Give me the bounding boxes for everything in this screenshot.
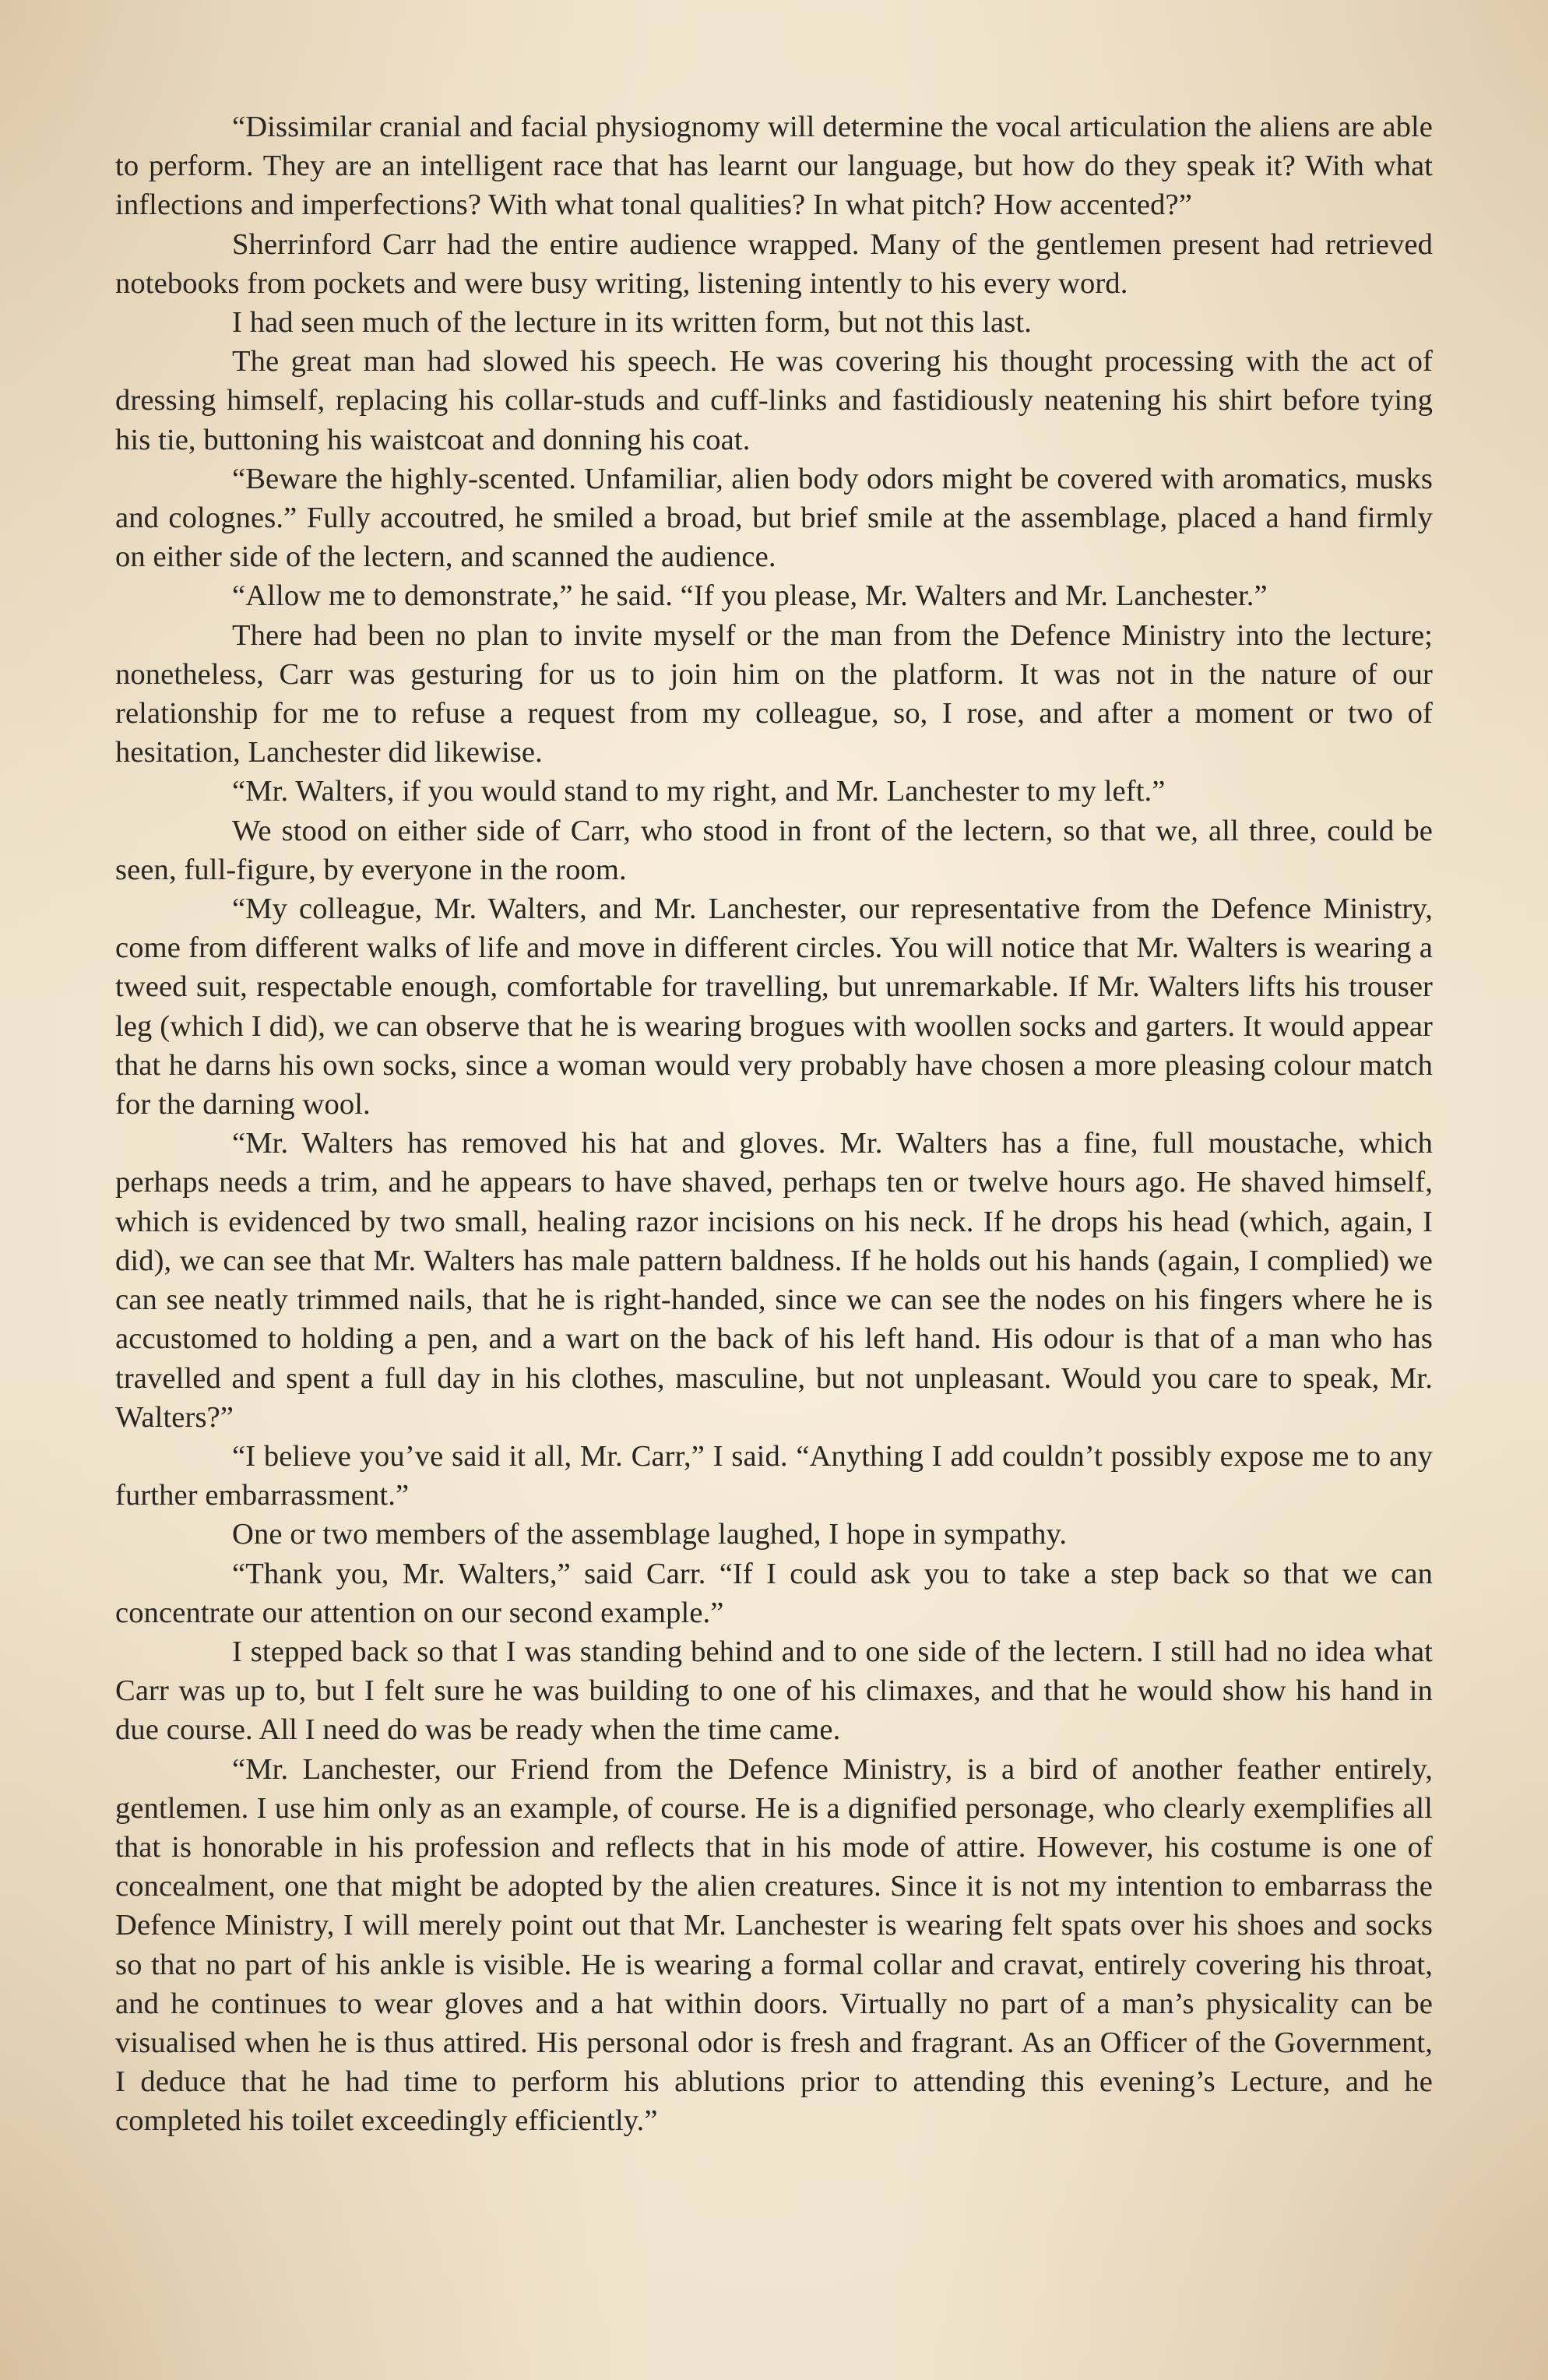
paragraph: “Mr. Walters, if you would stand to my right, and Mr. Lanchester to my left.”: [232, 775, 1166, 808]
paragraph: “Beware the highly-scented. Unfamiliar, alien body odors might be covered with aromatics, musks and colognes.” Fully accoutred, he smiled a broad, but brief smile at the assemblage, placed a hand firmly on either side of the lectern, and scanned the audience.: [115, 462, 1433, 574]
paragraph: I stepped back so that I was standing behind and to one side of the lectern. I still had no idea what Carr was up to, but I felt sure he was building to one of his climaxes, and that he would show his hand in due course. All I need do was be ready when the time came.: [115, 1635, 1433, 1747]
paragraph: “Thank you, Mr. Walters,” said Carr. “If I could ask you to take a step back so that we can concentrate our attention on our second example.”: [115, 1557, 1433, 1629]
paragraph: The great man had slowed his speech. He was covering his thought processing with the act of dressing himself, replacing his collar-studs and cuff-links and fastidiously neatening his shirt before tying his tie, buttoning his waistcoat and donning his coat.: [115, 345, 1433, 456]
paragraph: We stood on either side of Carr, who stood in front of the lectern, so that we, all three, could be seen, full-figure, by everyone in the room.: [115, 814, 1433, 886]
paragraph: There had been no plan to invite myself or the man from the Defence Ministry into the lecture; nonetheless, Carr was gesturing for us to join him on the platform. It was not in the nature of our relationship for me to refuse a request from my colleague, so, I rose, and after a moment or two of hesitation, Lanchester did likewise.: [115, 618, 1433, 769]
paragraph: “Dissimilar cranial and facial physiognomy will determine the vocal articulation the aliens are able to perform. They are an intelligent race that has learnt our language, but how do they speak it? With what inflections and imperfections? With what tonal qualities? In what pitch? How accented?”: [115, 111, 1433, 222]
paragraph: I had seen much of the lecture in its written form, but not this last.: [232, 306, 1032, 340]
paragraph: “I believe you’ve said it all, Mr. Carr,” I said. “Anything I add couldn’t possibly expose me to any further embarrassment.”: [115, 1439, 1433, 1512]
paragraph: “Allow me to demonstrate,” he said. “If you please, Mr. Walters and Mr. Lanchester.”: [232, 579, 1268, 613]
story-text: [115, 107, 1433, 2141]
paragraph: “Mr. Walters has removed his hat and gloves. Mr. Walters has a fine, full moustache, which perhaps needs a trim, and he appears to have shaved, perhaps ten or twelve hours ago. He shaved himself, which is evidenced by two small, healing razor incisions on his neck. If he drops his head (which, again, I did), we can see that Mr. Walters has male pattern baldness. If he holds out his hands (again, I complied) we can see neatly trimmed nails, that he is right-handed, since we can see the nodes on his fingers where he is accustomed to holding a pen, and a wart on the back of his left hand. His odour is that of a man who has travelled and spent a full day in his clothes, masculine, but not unpleasant. Would you care to speak, Mr. Walters?”: [115, 1127, 1433, 1434]
paragraph: “My colleague, Mr. Walters, and Mr. Lanchester, our representative from the Defence Ministry, come from different walks of life and move in different circles. You will notice that Mr. Walters is wearing a tweed suit, respectable enough, comfortable for travelling, but unremarkable. If Mr. Walters lifts his trouser leg (which I did), we can observe that he is wearing brogues with woollen socks and garters. It would appear that he darns his own socks, since a woman would very probably have chosen a more pleasing colour match for the darning wool.: [115, 892, 1433, 1121]
paragraph: “Mr. Lanchester, our Friend from the Defence Ministry, is a bird of another feather entirely, gentlemen. I use him only as an example, of course. He is a dignified personage, who clearly exemplifies all that is honorable in his profession and reflects that in his mode of attire. However, his costume is one of concealment, one that might be adopted by the alien creatures. Since it is not my intention to embarrass the Defence Ministry, I will merely point out that Mr. Lanchester is wearing felt spats over his shoes and socks so that no part of his ankle is visible. He is wearing a formal collar and cravat, entirely covering his throat, and he continues to wear gloves and a hat within doors. Virtually no part of a man’s physicality can be visualised when he is thus attired. His personal odor is fresh and fragrant. As an Officer of the Government, I deduce that he had time to perform his ablutions prior to attending this evening’s Lecture, and he completed his toilet exceedingly efficiently.”: [115, 1752, 1433, 2138]
paragraph: One or two members of the assemblage laughed, I hope in sympathy.: [232, 1518, 1068, 1551]
paragraph: Sherrinford Carr had the entire audience wrapped. Many of the gentlemen present had retrieved notebooks from pockets and were busy writing, listening intently to his every word.: [115, 227, 1433, 300]
